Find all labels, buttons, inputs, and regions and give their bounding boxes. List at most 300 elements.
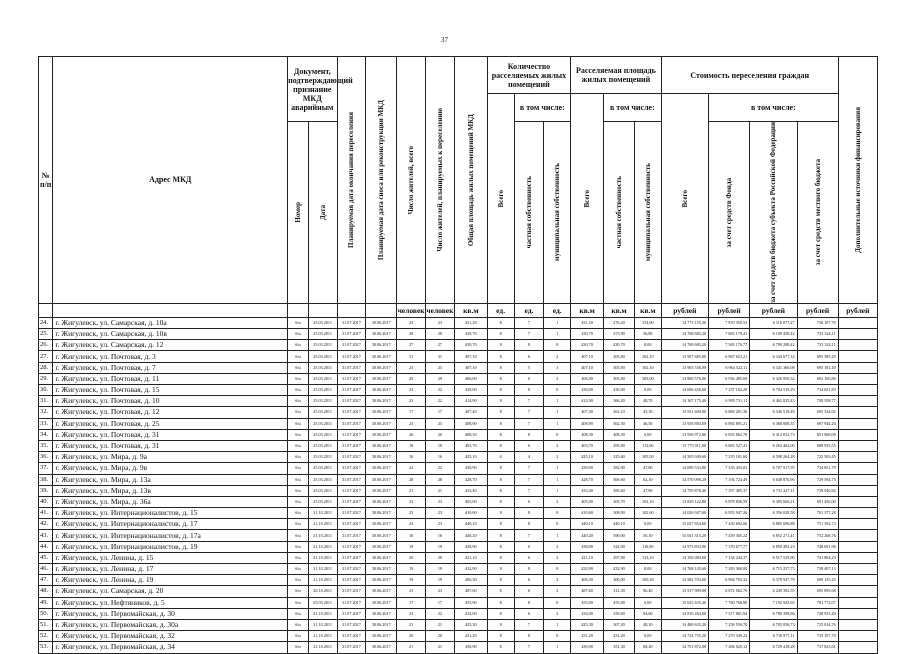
cell-rooms-municipal: 0 (544, 564, 571, 575)
cell-residents-planned: 19 (426, 541, 455, 552)
cell-area-municipal: 0,00 (634, 564, 661, 575)
cell-area-total: 431,20 (571, 317, 604, 328)
cell-area-total: 408,90 (571, 418, 604, 429)
cell-cost-local: 688 935,55 (797, 440, 838, 451)
cell-address: г. Жигулевск, ул. Интернационалистов, д. 17а (53, 530, 288, 541)
cell-area-private: 307,20 (604, 619, 635, 630)
cell-cost-subject: 6 598 264,28 (750, 452, 797, 463)
cell-cost-fund: 7 194 724,49 (709, 474, 750, 485)
cell-area-private: 430,70 (604, 340, 635, 351)
cell-cost-subject: 6 715 257,75 (750, 564, 797, 575)
cell-row-number: 45. (39, 552, 53, 563)
header-cost-group: Стоимость переселения граждан (661, 57, 838, 94)
cell-row-number: 28. (39, 362, 53, 373)
cell-cost-total: 13 938 884,00 (661, 418, 708, 429)
cell-cost-total: 13 829 122,80 (661, 496, 708, 507)
cell-planned-demolition: 30.06.2017 (366, 351, 397, 362)
cell-area-municipal: 112,60 (634, 440, 661, 451)
header-area-municipal: муниципальная собственность (634, 122, 661, 304)
header-residents-total: Число жителей, всего (397, 57, 426, 304)
cell-rooms-municipal: 0 (544, 597, 571, 608)
cell-cost-total: 13 903 536,00 (661, 362, 708, 373)
cell-planned-demolition: 30.06.2017 (366, 631, 397, 642)
cell-total-area: 421,10 (454, 552, 487, 563)
cell-cost-fund: 6 878 836,59 (709, 496, 750, 507)
cell-cost-local: 692 160,80 (797, 373, 838, 384)
cell-address: г. Жигулевск, ул. Почтовая, д. 31 (53, 429, 288, 440)
cell-cost-fund: 7 370 677,77 (709, 541, 750, 552)
table-row (39, 385, 878, 396)
cell-area-total: 403,70 (571, 440, 604, 451)
table-row (39, 575, 878, 586)
table-row (39, 541, 878, 552)
cell-area-private: 362,30 (604, 418, 635, 429)
cell-cost-subject: 6 517 529,90 (750, 552, 797, 563)
cell-area-municipal: 0,00 (634, 340, 661, 351)
cell-doc-number: б/н (288, 317, 309, 328)
cell-cost-subject: 6 326 950,32 (750, 373, 797, 384)
cell-rooms-municipal: 2 (544, 496, 571, 507)
cell-address: г. Жигулевск, ул. Интернационалистов, д. 19 (53, 541, 288, 552)
cell-extra-sources (838, 396, 877, 407)
cell-total-area: 455,90 (454, 597, 487, 608)
cell-cost-subject: 6 705 056,73 (750, 619, 797, 630)
cell-cost-local: 722 503,45 (797, 452, 838, 463)
cell-cost-local: 733 324,11 (797, 340, 838, 351)
cell-area-municipal: 48,70 (634, 396, 661, 407)
cell-rooms-private: 8 (514, 508, 544, 519)
cell-area-private: 303,00 (604, 373, 635, 384)
cell-cost-local: 708 358,77 (797, 396, 838, 407)
header-residents-planned: Число жителей, планируемых к переселению (426, 57, 455, 304)
cell-planned-end: 31.07.2017 (337, 619, 366, 630)
table-row (39, 642, 878, 653)
table-row (39, 317, 878, 328)
cell-residents-total: 27 (397, 340, 426, 351)
cell-residents-planned: 31 (426, 351, 455, 362)
cell-extra-sources (838, 519, 877, 530)
header-planned-end: Планируемая дата окончания переселения (337, 57, 366, 304)
cell-cost-fund: 7 357 485,37 (709, 485, 750, 496)
cell-cost-local: 729 594,75 (797, 474, 838, 485)
cell-cost-subject: 6 312 032,73 (750, 429, 797, 440)
cell-area-private: 366,60 (604, 474, 635, 485)
cell-area-total: 414,90 (571, 396, 604, 407)
cell-cost-total: 14 570 096,20 (661, 474, 708, 485)
cell-cost-subject: 6 709 288,42 (750, 340, 797, 351)
cell-doc-date: 21.10.2011 (308, 575, 337, 586)
cell-rooms-total: 8 (487, 575, 514, 586)
header-rooms-municipal: муниципальная собственность (544, 122, 571, 304)
cell-rooms-municipal: 0 (544, 340, 571, 351)
cell-total-area: 407,40 (454, 407, 487, 418)
cell-area-municipal: 116,90 (634, 541, 661, 552)
cell-cost-total: 14 759 878,40 (661, 485, 708, 496)
unit-cell: рублей (838, 303, 877, 317)
cell-planned-end: 31.07.2017 (337, 586, 366, 597)
cell-area-private: 297,00 (604, 552, 635, 563)
cell-rooms-private: 7 (514, 317, 544, 328)
cell-extra-sources (838, 329, 877, 340)
table-row (39, 530, 878, 541)
cell-area-total: 407,40 (571, 407, 604, 418)
cell-area-total: 428,70 (571, 474, 604, 485)
cell-row-number: 44. (39, 541, 53, 552)
cell-residents-planned: 23 (426, 496, 455, 507)
cell-planned-demolition: 30.06.2017 (366, 452, 397, 463)
unit-cell: человек (426, 303, 455, 317)
cell-doc-number: б/н (288, 407, 309, 418)
cell-address: г. Жигулевск, ул. Первомайская, д. 30а (53, 619, 288, 630)
cell-cost-local: 697 944,20 (797, 418, 838, 429)
table-row (39, 597, 878, 608)
cell-rooms-municipal: 1 (544, 463, 571, 474)
cell-rooms-total: 8 (487, 418, 514, 429)
cell-area-private: 385,60 (604, 485, 635, 496)
page-number: 37 (441, 36, 448, 44)
header-cost-total: Всего (661, 94, 708, 304)
cell-cost-subject: 6 780 398,86 (750, 608, 797, 619)
table-row (39, 429, 878, 440)
cell-rooms-total: 8 (487, 329, 514, 340)
table-row (39, 508, 878, 519)
cell-rooms-private: 7 (514, 407, 544, 418)
cell-cost-local: 748 691,96 (797, 541, 838, 552)
cell-planned-demolition: 30.06.2017 (366, 362, 397, 373)
cell-rooms-private: 7 (514, 530, 544, 541)
cell-area-municipal: 0,00 (634, 429, 661, 440)
cell-extra-sources (838, 351, 877, 362)
cell-address: г. Жигулевск, ул. Первомайская, д. 32 (53, 631, 288, 642)
cell-doc-number: б/н (288, 340, 309, 351)
units-row (39, 303, 878, 317)
cell-area-municipal: 50,10 (634, 530, 661, 541)
cell-cost-subject: 6 707 917,95 (750, 463, 797, 474)
cell-rooms-total: 8 (487, 429, 514, 440)
cell-doc-date: 25.03.2011 (308, 396, 337, 407)
cell-planned-end: 31.07.2017 (337, 407, 366, 418)
cell-rooms-total: 8 (487, 485, 514, 496)
cell-rooms-municipal: 2 (544, 608, 571, 619)
table-header (39, 57, 878, 318)
cell-cost-fund: 6 955 947,26 (709, 508, 750, 519)
cell-cost-subject: 6 729 418,28 (750, 642, 797, 653)
cell-residents-planned: 21 (426, 642, 455, 653)
cell-address: г. Жигулевск, ул. Первомайская, д. 30 (53, 608, 288, 619)
cell-rooms-private: 6 (514, 373, 544, 384)
cell-cost-subject: 6 852 271,41 (750, 530, 797, 541)
cell-total-area: 440,10 (454, 519, 487, 530)
cell-address: г. Жигулевск, ул. Мира, д. 9а (53, 452, 288, 463)
cell-rooms-total: 8 (487, 642, 514, 653)
cell-total-area: 487,60 (454, 586, 487, 597)
cell-cost-subject: 6 648 876,96 (750, 474, 797, 485)
cell-rooms-municipal: 1 (544, 418, 571, 429)
cell-rooms-total: 8 (487, 597, 514, 608)
cell-total-area: 430,90 (454, 463, 487, 474)
cell-planned-end: 31.07.2017 (337, 317, 366, 328)
cell-residents-planned: 22 (426, 608, 455, 619)
cell-address: г. Жигулевск, ул. Самарская, д. 20 (53, 586, 288, 597)
cell-planned-end: 31.07.2017 (337, 362, 366, 373)
cell-planned-demolition: 30.06.2017 (366, 564, 397, 575)
cell-row-number: 25. (39, 329, 53, 340)
cell-area-total: 407,10 (571, 362, 604, 373)
cell-rooms-private: 8 (514, 340, 544, 351)
cell-area-total: 406,30 (571, 575, 604, 586)
cell-rooms-private: 7 (514, 485, 544, 496)
cell-area-private: 440,10 (604, 519, 635, 530)
cell-total-area: 440,20 (454, 530, 487, 541)
cell-total-area: 406,30 (454, 575, 487, 586)
cell-total-area: 432,90 (454, 564, 487, 575)
cell-row-number: 32. (39, 407, 53, 418)
cell-cost-total: 15 027 654,60 (661, 519, 708, 530)
cell-rooms-private: 4 (514, 452, 544, 463)
cell-address: г. Жигулевск, ул. Почтовая, д. 15 (53, 385, 288, 396)
cell-area-municipal: 123,10 (634, 552, 661, 563)
cell-residents-total: 17 (397, 597, 426, 608)
cell-cost-total: 14 356 084,60 (661, 552, 708, 563)
cell-area-private: 362,10 (604, 407, 635, 418)
cell-doc-date: 25.03.2011 (308, 485, 337, 496)
table-row (39, 418, 878, 429)
cell-rooms-private: 7 (514, 396, 544, 407)
cell-cost-subject: 6 305 660,21 (750, 496, 797, 507)
cell-residents-planned: 22 (426, 396, 455, 407)
table-row (39, 440, 878, 451)
cell-cost-subject: 6 731 247,11 (750, 485, 797, 496)
cell-rooms-private: 8 (514, 597, 544, 608)
cell-area-municipal: 102,10 (634, 351, 661, 362)
cell-residents-total: 29 (397, 373, 426, 384)
cell-cost-subject: 6 263 462,00 (750, 440, 797, 451)
cell-residents-total: 23 (397, 317, 426, 328)
cell-cost-total: 13 936 972,80 (661, 429, 708, 440)
cell-area-private: 390,00 (604, 530, 635, 541)
cell-cost-subject: 6 346 519,48 (750, 407, 797, 418)
cell-area-municipal: 0,00 (634, 597, 661, 608)
cell-residents-total: 23 (397, 496, 426, 507)
cell-cost-subject: 6 716 977,11 (750, 631, 797, 642)
unit-cell: рублей (750, 303, 797, 317)
cell-cost-subject: 6 885 696,88 (750, 519, 797, 530)
cell-area-municipal: 46,50 (634, 418, 661, 429)
cell-residents-total: 28 (397, 474, 426, 485)
cell-rooms-total: 8 (487, 541, 514, 552)
cell-address: г. Жигулевск, ул. Почтовая, д. 7 (53, 362, 288, 373)
cell-planned-demolition: 30.06.2017 (366, 519, 397, 530)
cell-planned-end: 31.07.2017 (337, 463, 366, 474)
cell-area-total: 410,60 (571, 508, 604, 519)
cell-planned-demolition: 30.06.2017 (366, 608, 397, 619)
cell-residents-total: 21 (397, 642, 426, 653)
cell-planned-end: 31.07.2017 (337, 597, 366, 608)
cell-cost-fund: 7 865 178,41 (709, 329, 750, 340)
cell-area-total: 405,00 (571, 496, 604, 507)
cell-residents-total: 20 (397, 631, 426, 642)
cell-doc-number: б/н (288, 619, 309, 630)
cell-planned-end: 31.07.2017 (337, 508, 366, 519)
cell-row-number: 41. (39, 508, 53, 519)
cell-cost-local: 691 456,00 (797, 496, 838, 507)
cell-area-municipal: 0,00 (634, 519, 661, 530)
cell-cost-total: 14 167 175,40 (661, 396, 708, 407)
cell-rooms-total: 8 (487, 340, 514, 351)
header-rooms-total: Всего (487, 94, 514, 304)
table-row (39, 519, 878, 530)
cell-doc-date: 25.03.2011 (308, 496, 337, 507)
cell-row-number: 26. (39, 340, 53, 351)
cell-total-area: 431,20 (454, 317, 487, 328)
cell-planned-end: 31.07.2017 (337, 541, 366, 552)
cell-doc-date: 21.10.2011 (308, 631, 337, 642)
cell-cost-fund: 6 904 703,32 (709, 575, 750, 586)
cell-area-total: 432,90 (571, 564, 604, 575)
cell-cost-total: 13 982 703,60 (661, 575, 708, 586)
cell-planned-end: 31.07.2017 (337, 564, 366, 575)
cell-total-area: 406,00 (454, 373, 487, 384)
cell-cost-local: 701 377,28 (797, 508, 838, 519)
cell-planned-end: 31.07.2017 (337, 552, 366, 563)
cell-total-area: 430,70 (454, 329, 487, 340)
cell-total-area: 438,90 (454, 541, 487, 552)
cell-rooms-total: 8 (487, 564, 514, 575)
cell-address: г. Жигулевск, ул. Мира, д. 13а (53, 474, 288, 485)
table-row (39, 631, 878, 642)
cell-rooms-private: 8 (514, 631, 544, 642)
cell-doc-date: 03.03.2011 (308, 597, 337, 608)
table-row (39, 396, 878, 407)
cell-area-total: 406,00 (571, 373, 604, 384)
cell-rooms-municipal: 1 (544, 474, 571, 485)
cell-address: г. Жигулевск, ул. Интернационалистов, д. 15 (53, 508, 288, 519)
cell-cost-total: 13 911 600,80 (661, 407, 708, 418)
cell-cost-local: 781 772,07 (797, 597, 838, 608)
cell-doc-date: 21.10.2011 (308, 564, 337, 575)
cell-total-area: 405,00 (454, 496, 487, 507)
cell-cost-local: 740 933,20 (797, 608, 838, 619)
cell-row-number: 46. (39, 564, 53, 575)
cell-extra-sources (838, 619, 877, 630)
cell-row-number: 43. (39, 530, 53, 541)
cell-address: г. Жигулевск, ул. Самарская, д. 10в (53, 329, 288, 340)
cell-rooms-total: 8 (487, 407, 514, 418)
cell-address: г. Жигулевск, ул. Самарская, д. 12 (53, 340, 288, 351)
cell-residents-planned: 21 (426, 619, 455, 630)
cell-row-number: 51. (39, 619, 53, 630)
cell-planned-demolition: 30.06.2017 (366, 496, 397, 507)
header-area-incl: в том числе: (604, 94, 662, 122)
cell-doc-date: 25.03.2011 (308, 474, 337, 485)
table-row (39, 608, 878, 619)
cell-area-private: 325,60 (604, 452, 635, 463)
cell-planned-end: 31.07.2017 (337, 485, 366, 496)
cell-residents-planned: 23 (426, 362, 455, 373)
cell-rooms-municipal: 2 (544, 373, 571, 384)
cell-planned-end: 31.07.2017 (337, 385, 366, 396)
cell-area-private: 408,30 (604, 429, 635, 440)
cell-residents-total: 26 (397, 429, 426, 440)
unit-cell: ед. (487, 303, 514, 317)
cell-cost-subject: 6 109 458,42 (750, 329, 797, 340)
cell-cost-total: 15 635 435,40 (661, 597, 708, 608)
cell-area-total: 430,70 (571, 340, 604, 351)
cell-doc-date: 21.10.2011 (308, 541, 337, 552)
cell-planned-end: 31.07.2017 (337, 452, 366, 463)
cell-residents-planned: 16 (426, 452, 455, 463)
cell-doc-date: 25.03.2011 (308, 429, 337, 440)
cell-doc-number: б/н (288, 608, 309, 619)
cell-rooms-municipal: 2 (544, 452, 571, 463)
cell-total-area: 408,30 (454, 429, 487, 440)
cell-row-number: 47. (39, 575, 53, 586)
cell-residents-total: 23 (397, 362, 426, 373)
cell-residents-planned: 29 (426, 373, 455, 384)
cell-rooms-private: 7 (514, 642, 544, 653)
cell-rooms-private: 7 (514, 619, 544, 630)
cell-total-area: 403,70 (454, 440, 487, 451)
cell-residents-total: 22 (397, 396, 426, 407)
cell-residents-total: 22 (397, 463, 426, 474)
table-row (39, 564, 878, 575)
header-area-group: Расселяемая площадь жилых помещений (571, 57, 662, 94)
cell-row-number: 29. (39, 373, 53, 384)
cell-total-area: 407,10 (454, 362, 487, 373)
cell-cost-fund: 7 284 020,12 (709, 642, 750, 653)
cell-rooms-total: 8 (487, 586, 514, 597)
cell-cost-total: 14 724 755,20 (661, 631, 708, 642)
cell-area-total: 438,90 (571, 541, 604, 552)
cell-planned-end: 31.07.2017 (337, 575, 366, 586)
cell-area-municipal: 103,00 (634, 373, 661, 384)
cell-row-number: 27. (39, 351, 53, 362)
cell-cost-total: 14 768 683,20 (661, 340, 708, 351)
cell-cost-fund: 6 936 485,69 (709, 373, 750, 384)
cell-area-private: 455,90 (604, 597, 635, 608)
cell-area-municipal: 56,80 (634, 329, 661, 340)
cell-extra-sources (838, 530, 877, 541)
cell-residents-total: 21 (397, 619, 426, 630)
table-row (39, 474, 878, 485)
cell-cost-total: 13 775 911,00 (661, 440, 708, 451)
cell-area-municipal: 48,10 (634, 619, 661, 630)
cell-address: г. Жигулевск, ул. Первомайская, д. 34 (53, 642, 288, 653)
cell-area-private: 322,00 (604, 541, 635, 552)
cell-rooms-private: 7 (514, 329, 544, 340)
cell-cost-subject: 6 356 028,58 (750, 508, 797, 519)
cell-doc-number: б/н (288, 351, 309, 362)
cell-address: г. Жигулевск, ул. Интернационалистов, д. 17 (53, 519, 288, 530)
cell-area-total: 487,60 (571, 586, 604, 597)
cell-total-area: 425,30 (454, 619, 487, 630)
cell-cost-total: 14 751 872,00 (661, 642, 708, 653)
cell-row-number: 49. (39, 597, 53, 608)
cell-extra-sources (838, 586, 877, 597)
cell-area-private: 305,00 (604, 351, 635, 362)
cell-doc-number: б/н (288, 564, 309, 575)
cell-doc-number: б/н (288, 485, 309, 496)
cell-area-total: 434,00 (571, 608, 604, 619)
cell-area-total: 407,10 (571, 351, 604, 362)
cell-extra-sources (838, 552, 877, 563)
cell-doc-date: 21.10.2011 (308, 642, 337, 653)
cell-planned-demolition: 30.06.2017 (366, 586, 397, 597)
cell-cost-subject: 6 341 366,08 (750, 362, 797, 373)
cell-cost-local: 734 851,79 (797, 463, 838, 474)
cell-planned-demolition: 30.06.2017 (366, 642, 397, 653)
cell-doc-number: б/н (288, 418, 309, 429)
